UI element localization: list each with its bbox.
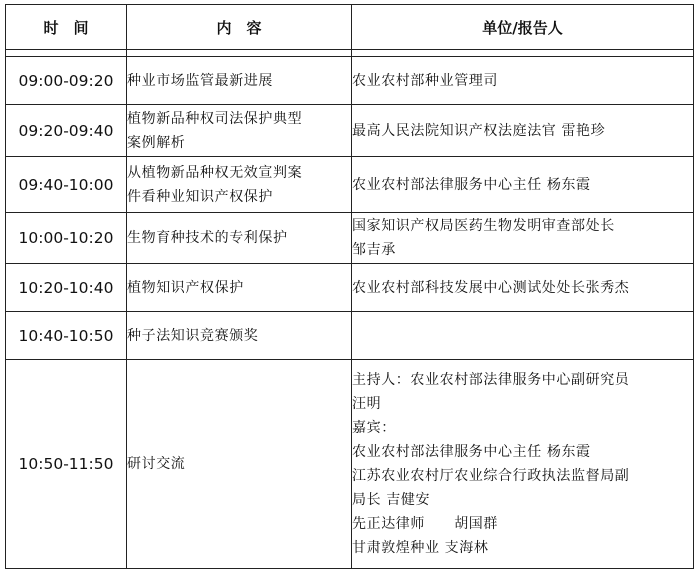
speaker-line: 主持人：农业农村部法律服务中心副研究员 (352, 372, 630, 388)
topic-line: 生物育种技术的专利保护 (127, 230, 288, 246)
topic-line: 案例解析 (127, 134, 186, 151)
time-cell (6, 360, 127, 569)
header-content: 内 容 (127, 5, 352, 50)
speaker-cell (352, 105, 694, 157)
header-time: 时 间 (6, 5, 127, 50)
speaker-line: 局长 吉健安 (352, 492, 431, 508)
topic-cell (127, 264, 352, 312)
topic-line: 植物新品种权司法保护典型 (127, 110, 303, 127)
time-text: 09:00-09:20 (18, 71, 114, 90)
topic-cell (127, 57, 352, 105)
speaker-line: 先正达律师 胡国群 (352, 516, 498, 532)
topic-cell (127, 312, 352, 360)
table-row (6, 312, 694, 360)
topic-cell (127, 360, 352, 569)
topic-line: 种子法知识竞赛颁奖 (127, 327, 259, 344)
speaker-line: 农业农村部科技发展中心测试处处长张秀杰 (352, 279, 630, 296)
time-cell (6, 105, 127, 157)
time-text: 09:40-10:00 (18, 175, 114, 194)
time-text: 10:20-10:40 (18, 278, 114, 297)
time-cell (6, 213, 127, 264)
time-text: 10:50-11:50 (18, 455, 114, 473)
table-row (6, 105, 694, 157)
topic-cell (127, 105, 352, 157)
spacer-row (6, 50, 694, 57)
speaker-line: 农业农村部法律服务中心主任 杨东霞 (352, 444, 591, 460)
time-cell (6, 312, 127, 360)
time-text: 10:00-10:20 (18, 229, 114, 247)
time-cell (6, 264, 127, 312)
topic-line: 件看种业知识产权保护 (127, 188, 273, 205)
topic-cell (127, 157, 352, 213)
table-row (6, 57, 694, 105)
speaker-line: 甘肃敦煌种业 支海林 (352, 540, 489, 556)
speaker-line: 嘉宾： (352, 420, 396, 436)
speaker-cell (352, 57, 694, 105)
table-header-row (6, 5, 694, 50)
spacer-cell (127, 50, 352, 57)
table-row (6, 360, 694, 569)
time-text: 10:40-10:50 (18, 326, 114, 345)
header-speaker: 单位/报告人 (352, 5, 694, 50)
topic-line: 种业市场监管最新进展 (127, 72, 273, 89)
speaker-line: 农业农村部法律服务中心主任 杨东霞 (352, 176, 591, 193)
speaker-line: 汪明 (352, 396, 382, 412)
speaker-line: 邹吉承 (352, 242, 396, 258)
speaker-line: 江苏农业农村厅农业综合行政执法监督局副 (352, 468, 630, 484)
agenda-rows (6, 57, 694, 569)
time-cell (6, 57, 127, 105)
speaker-line: 国家知识产权局医药生物发明审查部处长 (352, 218, 615, 234)
topic-line: 研讨交流 (127, 456, 186, 472)
speaker-line: 农业农村部种业管理司 (352, 72, 498, 89)
topic-line: 从植物新品种权无效宣判案 (127, 164, 303, 181)
spacer-cell (352, 50, 694, 57)
agenda-table (5, 4, 694, 569)
speaker-line: 最高人民法院知识产权法庭法官 雷艳珍 (352, 122, 606, 139)
speaker-cell (352, 360, 694, 569)
topic-line: 植物知识产权保护 (127, 279, 244, 296)
speaker-cell (352, 157, 694, 213)
speaker-cell (352, 312, 694, 360)
speaker-cell (352, 213, 694, 264)
table-row (6, 264, 694, 312)
topic-cell (127, 213, 352, 264)
spacer-cell (6, 50, 127, 57)
time-cell (6, 157, 127, 213)
table-row (6, 157, 694, 213)
speaker-cell (352, 264, 694, 312)
time-text: 09:20-09:40 (18, 121, 114, 140)
table-row (6, 213, 694, 264)
